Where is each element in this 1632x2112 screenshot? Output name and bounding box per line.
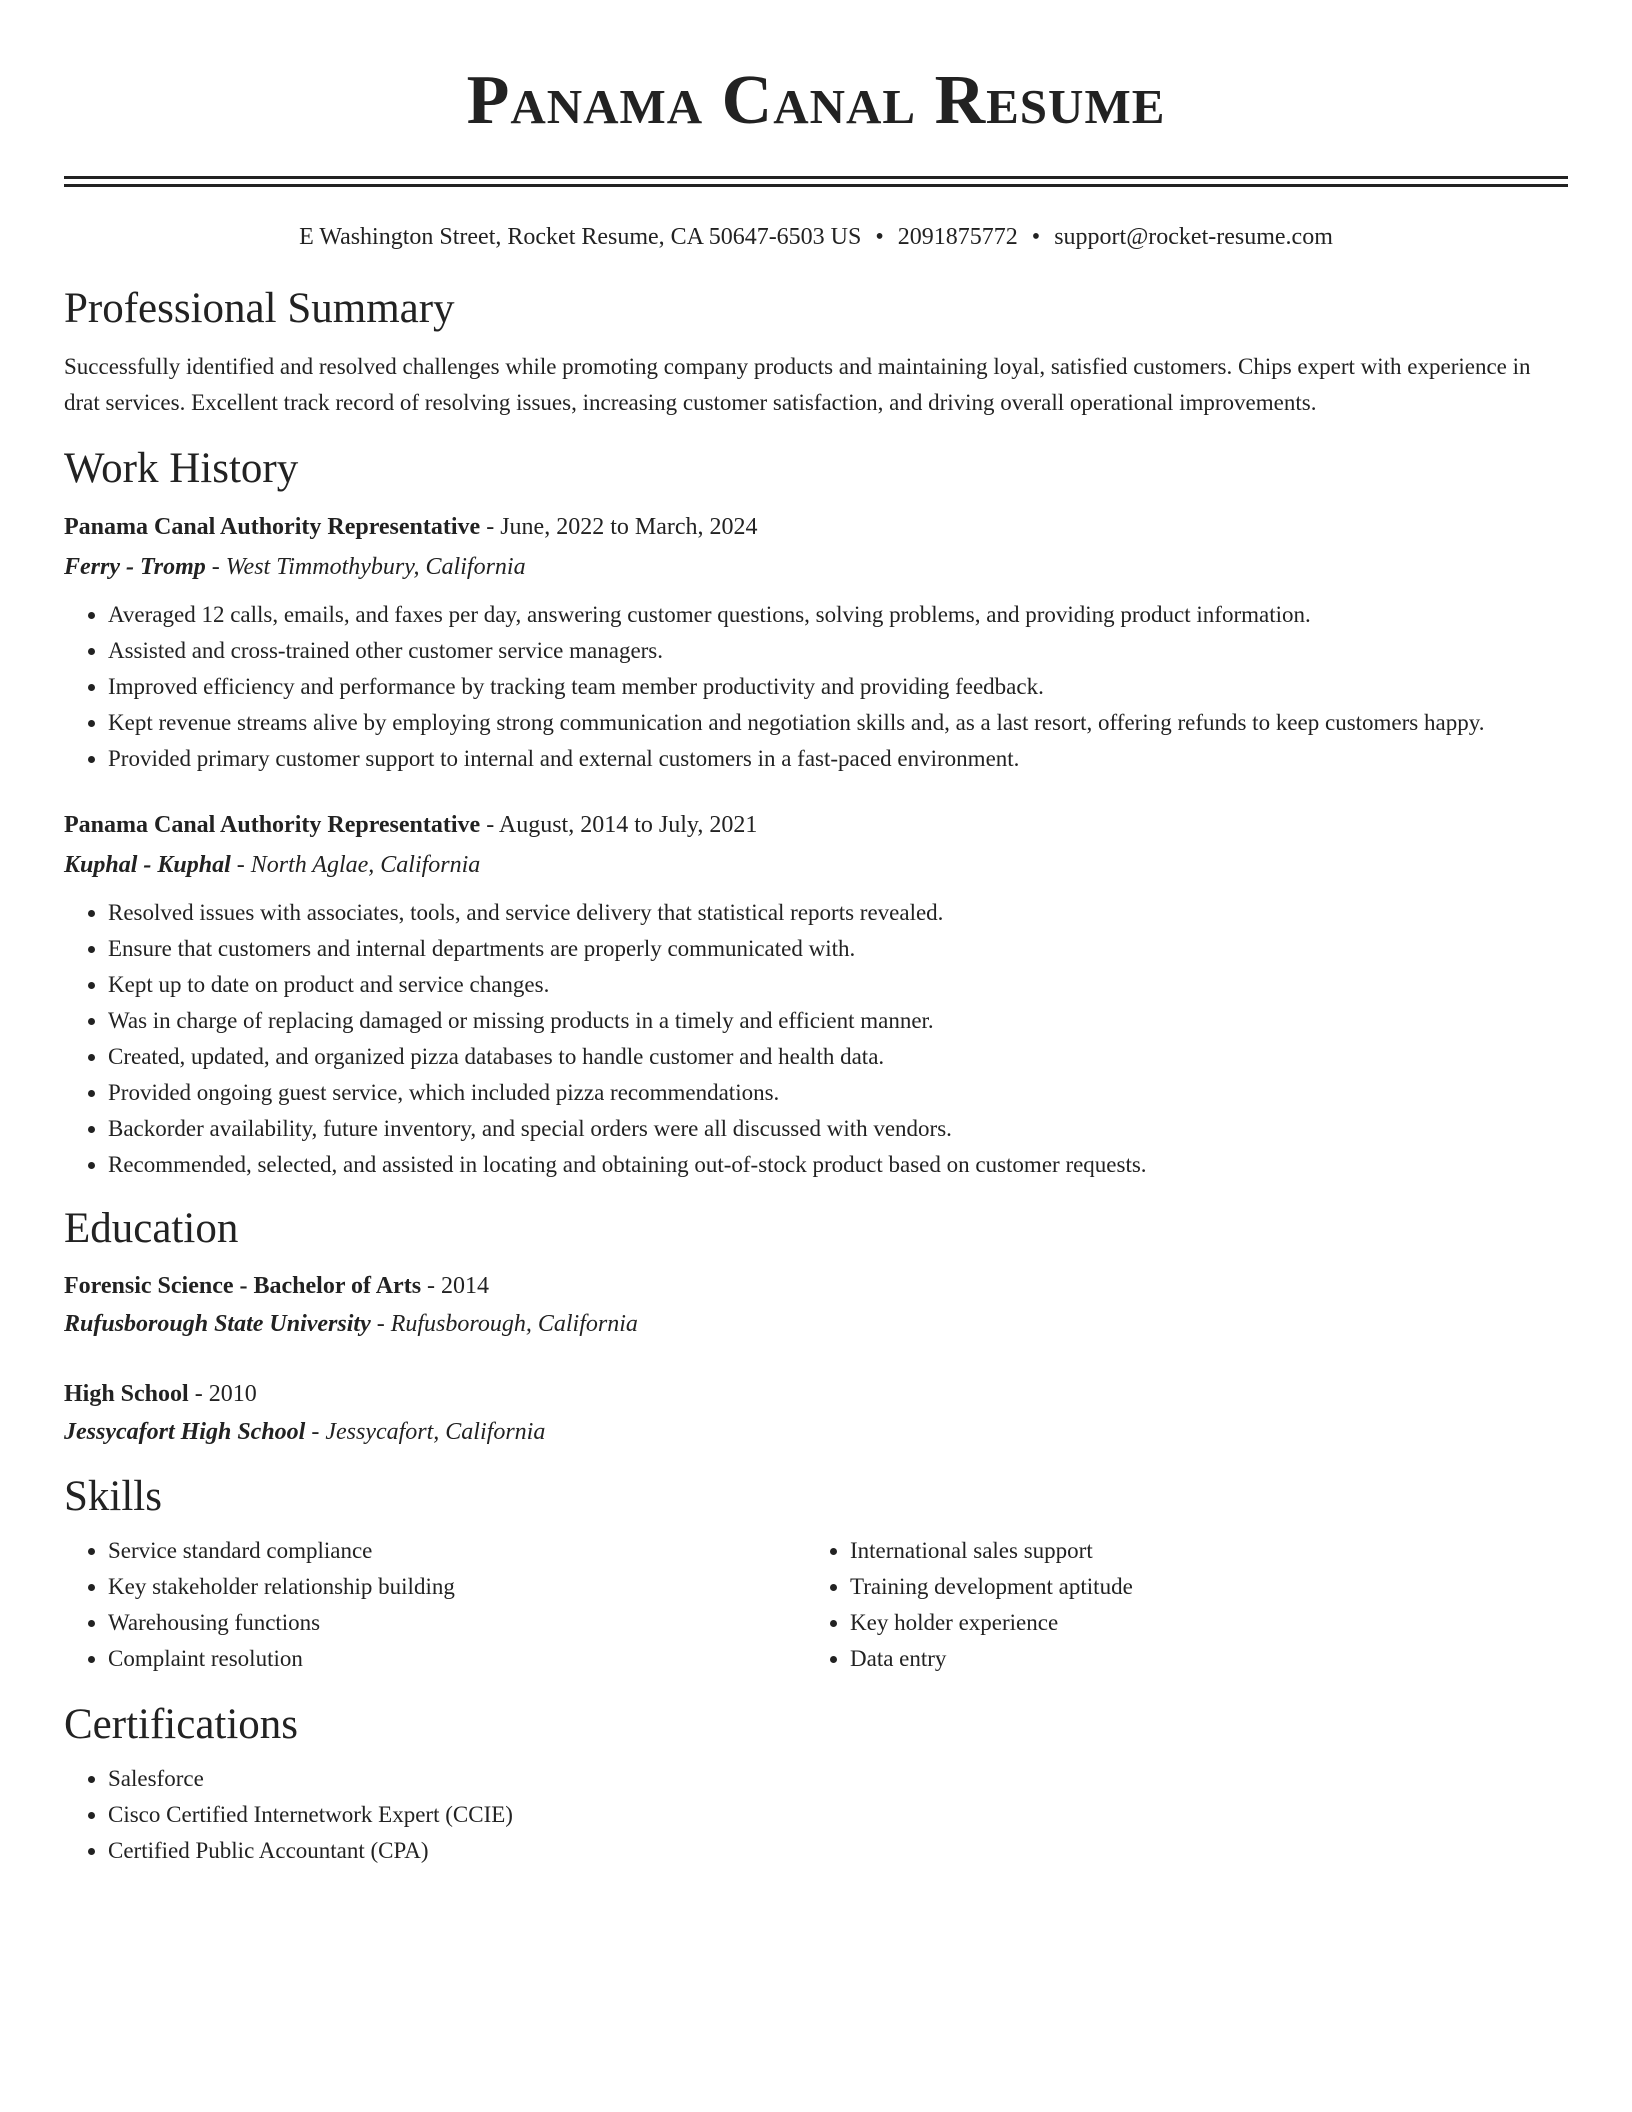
job-title: Panama Canal Authority Representative <box>64 812 481 838</box>
degree-line <box>64 1375 1568 1413</box>
section-heading-certifications: Certifications <box>64 1701 299 1748</box>
degree-name: High School <box>64 1381 189 1407</box>
summary-section <box>64 283 1568 421</box>
contact-separator: • <box>1031 224 1041 250</box>
skill-item: • Complaint resolution <box>108 1641 806 1677</box>
skill-item: • Service standard compliance <box>108 1533 806 1569</box>
job-entry <box>64 805 1568 1183</box>
education-entry <box>64 1267 1568 1343</box>
job-bullet: • Backorder availability, future inventory, and special orders were all discussed with vendors. <box>108 1111 1568 1147</box>
job-dates: - August, 2014 to July, 2021 <box>480 812 758 838</box>
job-bullet: • Ensure that customers and internal departments are properly communicated with. <box>108 931 1568 967</box>
contact-separator: • <box>875 224 884 250</box>
employer-name: Kuphal - Kuphal <box>64 852 231 878</box>
degree-year: - 2010 <box>188 1381 257 1407</box>
job-bullet: • Kept up to date on product and service changes. <box>108 967 1568 1003</box>
job-bullet: • Improved efficiency and performance by tracking team member productivity and providing feedback. <box>108 669 1568 705</box>
skill-item: • Training development aptitude <box>850 1569 1548 1605</box>
employer-name: Ferry - Tromp <box>64 554 206 580</box>
degree-name: Forensic Science - Bachelor of Arts <box>64 1273 422 1299</box>
job-bullet: • Averaged 12 calls, emails, and faxes per day, answering customer questions, solving problems, and providing product information. <box>108 597 1568 633</box>
skills-list-right <box>806 1533 1548 1677</box>
work-history-section <box>64 443 1568 1183</box>
skill-item: • Data entry <box>850 1641 1548 1677</box>
section-heading-education: Education <box>64 1205 239 1252</box>
job-bullet: • Was in charge of replacing damaged or missing products in a timely and efficient manner. <box>108 1003 1568 1039</box>
job-title-line <box>64 805 1568 845</box>
certification-item: • Salesforce <box>108 1761 1568 1797</box>
certification-item: • Cisco Certified Internetwork Expert (CCIE) <box>108 1797 1568 1833</box>
section-heading-work-history: Work History <box>64 445 299 492</box>
section-heading-summary: Professional Summary <box>64 285 455 332</box>
summary-text: Successfully identified and resolved challenges while promoting company products and maintaining loyal, satisfied customers. Chips expert with experience in drat services. Excellent track record of resolving issues, increasing customer satisfaction, and driving overall operational improvements. <box>64 354 1531 415</box>
skills-columns <box>64 1533 1568 1677</box>
degree-year: - 2014 <box>421 1273 490 1299</box>
certifications-list <box>64 1761 1568 1869</box>
degree-line <box>64 1267 1568 1305</box>
skill-item: • Key holder experience <box>850 1605 1548 1641</box>
certification-item: • Certified Public Accountant (CPA) <box>108 1833 1568 1869</box>
employer-line <box>64 547 1568 587</box>
school-location: - Rufusborough, California <box>370 1311 638 1337</box>
section-heading-skills: Skills <box>64 1473 162 1520</box>
job-bullet: • Provided primary customer support to internal and external customers in a fast-paced environment. <box>108 741 1568 777</box>
employer-location: - West Timmothybury, California <box>205 554 526 580</box>
job-bullet: • Recommended, selected, and assisted in locating and obtaining out-of-stock product based on customer requests. <box>108 1147 1568 1183</box>
employer-line <box>64 845 1568 885</box>
school-location: - Jessycafort, California <box>305 1419 546 1445</box>
certifications-section <box>64 1699 1568 1869</box>
job-title: Panama Canal Authority Representative <box>64 514 481 540</box>
school-line <box>64 1305 1568 1343</box>
skill-item: • International sales support <box>850 1533 1548 1569</box>
contact-phone: 2091875772 <box>897 224 1018 250</box>
job-dates: - June, 2022 to March, 2024 <box>480 514 758 540</box>
job-bullet: • Created, updated, and organized pizza databases to handle customer and health data. <box>108 1039 1568 1075</box>
skill-item: • Key stakeholder relationship building <box>108 1569 806 1605</box>
skills-section <box>64 1471 1568 1677</box>
skills-list-left <box>64 1533 806 1677</box>
school-name: Jessycafort High School <box>64 1419 306 1445</box>
job-bullet: • Assisted and cross-trained other customer service managers. <box>108 633 1568 669</box>
resume-title: Panama Canal Resume <box>466 62 1166 139</box>
job-bullet: • Kept revenue streams alive by employing strong communication and negotiation skills and, as a last resort, offering refunds to keep customers happy. <box>108 705 1568 741</box>
education-section <box>64 1203 1568 1451</box>
job-entry <box>64 507 1568 777</box>
contact-email: support@rocket-resume.com <box>1054 224 1333 250</box>
job-title-line <box>64 507 1568 547</box>
contact-line <box>64 221 1568 253</box>
title-double-rule <box>64 176 1568 187</box>
job-bullets <box>64 597 1568 777</box>
job-bullet: • Resolved issues with associates, tools, and service delivery that statistical reports revealed. <box>108 895 1568 931</box>
education-entry <box>64 1375 1568 1451</box>
employer-location: - North Aglae, California <box>230 852 481 878</box>
skill-item: • Warehousing functions <box>108 1605 806 1641</box>
school-name: Rufusborough State University <box>64 1311 371 1337</box>
contact-address: E Washington Street, Rocket Resume, CA 50647-6503 US <box>299 224 862 250</box>
school-line <box>64 1413 1568 1451</box>
job-bullets <box>64 895 1568 1183</box>
job-bullet: • Provided ongoing guest service, which included pizza recommendations. <box>108 1075 1568 1111</box>
